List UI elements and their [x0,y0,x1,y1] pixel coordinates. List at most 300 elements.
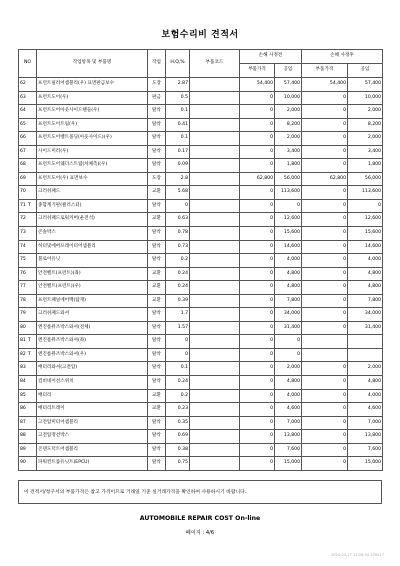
row-no [19,403,37,417]
row-part-code [190,91,240,105]
row-number: 64 [20,108,26,114]
table-row [19,118,383,132]
row-work: 탈착 [148,118,166,132]
row-item: 종합계기판(클러스터) [37,199,148,213]
row-work: 탈착 [148,457,166,471]
row-hq: 2.8 [166,172,190,186]
row-part-code [190,105,240,119]
row-before-labor: 0 [275,199,302,213]
row-before-part-price: 0 [240,430,275,444]
header-after-adjust: 손해 사정후 [302,50,383,64]
row-after-part-price: 0 [302,159,348,173]
header-item: 작업항목 및 부품명 [37,50,148,78]
row-item: 엔진룸퓨즈박스와셔(전체) [37,321,148,335]
table-row [19,348,383,362]
table-row [19,430,383,444]
row-hq: 0.5 [166,91,190,105]
header-after-part-price: 부품가격 [302,64,348,78]
row-no [19,145,37,159]
row-no [19,159,37,173]
row-item: 고전압미터어셈블리 [37,416,148,430]
row-hq: 0.24 [166,376,190,390]
row-part-code [190,362,240,376]
row-before-labor: 7,600 [275,443,302,457]
row-work: 탈착 [148,254,166,268]
table-row [19,443,383,457]
header-row-top [19,50,383,64]
row-number: 62 [20,80,26,86]
row-item: 배터리트레이 [37,403,148,417]
row-number: 69 [20,175,26,181]
row-item: 블로어유닛 [37,254,148,268]
row-number: 66 [20,135,26,141]
row-mark: T [27,338,31,344]
row-part-code [190,430,240,444]
header-work: 작업 [148,50,166,78]
row-work: 도장 [148,78,166,92]
row-before-labor: 2,000 [275,362,302,376]
table-row [19,105,383,119]
row-number: 90 [20,460,26,466]
row-after-labor: 14,600 [348,240,383,254]
row-after-part-price: 0 [302,118,348,132]
row-no [19,457,37,471]
row-item: 콘솔박스 [37,227,148,241]
row-after-part-price: 0 [302,132,348,146]
footer-title: AUTOMOBILE REPAIR COST On-line [139,515,261,522]
row-before-labor: 2,000 [275,132,302,146]
table-row [19,159,383,173]
row-hq: 0.63 [166,213,190,227]
row-no [19,308,37,322]
table-row [19,267,383,281]
table-row [19,335,383,349]
row-before-part-price: 0 [240,91,275,105]
row-part-code [190,457,240,471]
row-no [19,389,37,403]
row-item: 배터리와셔(고전압) [37,362,148,376]
row-before-labor: 14,600 [275,240,302,254]
row-part-code [190,199,240,213]
row-after-labor: 113,600 [348,186,383,200]
row-number: 86 [20,406,26,412]
row-before-part-price: 0 [240,308,275,322]
row-after-part-price: 0 [302,294,348,308]
estimate-table [18,49,383,471]
row-after-labor: 7,800 [348,294,383,308]
row-part-code [190,389,240,403]
row-item: 프런트도어(우) [37,91,148,105]
row-no [19,430,37,444]
row-before-labor: 15,600 [275,227,302,241]
row-work: 탈착 [148,443,166,457]
row-work: 도장 [148,172,166,186]
row-part-code [190,348,240,362]
row-item: 안전벨트(프런트)(좌) [37,267,148,281]
table-row [19,389,383,403]
row-no [19,254,37,268]
row-after-labor: 0 [348,199,383,213]
row-part-code [190,240,240,254]
row-after-labor [348,335,383,349]
row-number: 73 [20,229,26,235]
row-part-code [190,416,240,430]
row-before-part-price: 0 [240,267,275,281]
row-after-labor: 15,000 [348,457,383,471]
row-before-part-price: 0 [240,348,275,362]
row-number: 71 [20,202,26,208]
row-no [19,213,37,227]
row-item: 프런트필러어셈블리(우) 표면판금보수 [37,78,148,92]
row-hq: 0.24 [166,267,190,281]
row-part-code [190,132,240,146]
row-number: 67 [20,148,26,154]
header-before-part-price: 부품가격 [240,64,275,78]
header-after-labor: 공임 [348,64,383,78]
row-hq: 0 [166,348,190,362]
row-hq: 0 [166,335,190,349]
row-before-labor: 3,400 [275,145,302,159]
row-before-labor: 13,800 [275,430,302,444]
row-number: 84 [20,379,26,384]
row-hq: 0.2 [166,389,190,403]
row-before-part-price: 0 [240,335,275,349]
row-after-part-price: 0 [302,227,348,241]
row-after-part-price: 0 [302,457,348,471]
row-work: 탈착 [148,159,166,173]
row-no [19,105,37,119]
row-item: 프런트도어트림(우) [37,118,148,132]
row-number: 74 [20,243,26,249]
row-after-labor: 4,000 [348,254,383,268]
row-before-labor: 4,800 [275,267,302,281]
row-part-code [190,213,240,227]
row-part-code [190,254,240,268]
row-work: 탈착 [148,227,166,241]
table-row [19,78,383,92]
row-item: 히터및에버포레이터어셈블리 [37,240,148,254]
row-before-part-price: 54,400 [240,78,275,92]
header-part-code: 부품코드 [190,50,240,78]
row-after-labor: 31,400 [348,321,383,335]
row-before-part-price: 0 [240,321,275,335]
row-before-labor: 2,000 [275,105,302,119]
row-work: 교환 [148,267,166,281]
row-after-labor: 13,800 [348,430,383,444]
row-after-part-price: 0 [302,389,348,403]
row-before-part-price: 62,800 [240,172,275,186]
row-work: 교환 [148,281,166,295]
row-no [19,348,37,362]
row-number: 77 [20,284,26,290]
row-no [19,281,37,295]
row-after-part-price: 0 [302,321,348,335]
row-work: 탈착 [148,132,166,146]
header-before-adjust: 손해 사정전 [240,50,302,64]
row-number: 85 [20,392,26,398]
disclaimer-note: 이 견적서/청구서의 부품가격은 참고 가격이므로 거래일 기준 실거래가격을 확인하여 사용하시기 바랍니다. [18,480,382,504]
row-after-labor: 10,000 [348,91,383,105]
row-after-labor: 2,000 [348,105,383,119]
row-after-part-price: 0 [302,145,348,159]
row-before-labor: 31,400 [275,321,302,335]
row-item: 파워컨트롤유닛트(EPCU) [37,457,148,471]
row-no [19,118,37,132]
row-hq: 0.17 [166,145,190,159]
table-row [19,281,383,295]
row-after-part-price: 0 [302,267,348,281]
row-before-part-price: 0 [240,199,275,213]
row-work: 탈착 [148,430,166,444]
row-hq: 0.23 [166,403,190,417]
row-work: 탈착 [148,199,166,213]
row-item: 엔진룸퓨즈박스와셔(좌) [37,335,148,349]
table-row [19,308,383,322]
row-no [19,227,37,241]
row-before-labor: 4,800 [275,281,302,295]
row-before-part-price: 0 [240,213,275,227]
table-row [19,145,383,159]
table-row [19,186,383,200]
table-row [19,457,383,471]
row-item: 프런트도어아웃사이드핸들(우) [37,105,148,119]
header-hq: H,Q,% [166,50,190,78]
row-after-labor: 4,600 [348,403,383,417]
row-work: 교환 [148,294,166,308]
row-item: 컴비네이션스위치 [37,376,148,390]
row-number: 82 [20,351,26,357]
row-before-part-price: 0 [240,294,275,308]
row-after-labor [348,348,383,362]
row-before-part-price: 0 [240,105,275,119]
table-row [19,227,383,241]
row-before-labor: 113,600 [275,186,302,200]
row-after-labor: 1,800 [348,159,383,173]
row-after-part-price: 0 [302,254,348,268]
row-part-code [190,376,240,390]
row-item: 크러쉬패드로워커버(운전석) [37,213,148,227]
row-hq: 0.73 [166,240,190,254]
row-hq: 5.68 [166,186,190,200]
table-row [19,294,383,308]
row-after-labor: 57,400 [348,78,383,92]
row-work: 탈착 [148,362,166,376]
row-number: 80 [20,324,26,330]
row-no [19,335,37,349]
row-after-part-price: 0 [302,199,348,213]
row-item: 프런트패널에어백(탑재) [37,294,148,308]
row-hq: 0.75 [166,457,190,471]
row-part-code [190,281,240,295]
row-before-labor: 57,400 [275,78,302,92]
row-work: 탈착 [148,376,166,390]
table-row [19,362,383,376]
row-item: 크러쉬패드 [37,186,148,200]
row-work: 탈착 [148,105,166,119]
row-number: 87 [20,419,26,425]
row-hq: 0.69 [166,430,190,444]
row-no [19,199,37,213]
row-after-labor: 3,400 [348,145,383,159]
row-number: 65 [20,121,26,127]
row-before-part-price: 0 [240,389,275,403]
row-before-labor: 4,000 [275,254,302,268]
row-part-code [190,186,240,200]
row-after-part-price: 0 [302,403,348,417]
row-before-labor: 7,800 [275,294,302,308]
row-after-part-price [302,348,348,362]
row-after-labor: 4,800 [348,376,383,390]
table-row [19,213,383,227]
row-after-part-price: 0 [302,308,348,322]
row-before-part-price: 0 [240,403,275,417]
row-before-labor: 1,800 [275,159,302,173]
row-work: 탈착 [148,321,166,335]
row-work: 탈착 [148,416,166,430]
row-work: 교환 [148,389,166,403]
row-before-labor: 10,000 [275,91,302,105]
row-before-part-price: 0 [240,457,275,471]
row-number: 75 [20,257,26,263]
header-no: NO [19,50,37,78]
row-item: 크러쉬패드와셔 [37,308,148,322]
row-work: 탈착 [148,308,166,322]
row-part-code [190,227,240,241]
row-before-part-price: 0 [240,159,275,173]
row-before-labor: 15,000 [275,457,302,471]
row-part-code [190,308,240,322]
row-part-code [190,78,240,92]
row-before-labor: 4,000 [275,389,302,403]
row-after-labor: 4,000 [348,389,383,403]
row-work: 판금 [148,91,166,105]
row-after-part-price: 0 [302,362,348,376]
row-after-part-price: 0 [302,240,348,254]
row-after-part-price: 62,800 [302,172,348,186]
row-before-part-price: 0 [240,240,275,254]
row-after-part-price: 54,400 [302,78,348,92]
row-item: 프런트도어벨트몰딩(아웃사이드)(우) [37,132,148,146]
page-number: 페이지 : 4/6 [185,530,215,536]
row-work: 교환 [148,186,166,200]
row-before-labor: 4,800 [275,376,302,390]
row-number: 88 [20,433,26,439]
row-after-part-price [302,335,348,349]
row-hq: 0.39 [166,294,190,308]
row-part-code [190,145,240,159]
row-number: 78 [20,297,26,303]
row-no [19,91,37,105]
row-part-code [190,267,240,281]
row-hq: 0 [166,199,190,213]
row-work: 탈착 [148,240,166,254]
row-item: 엔진룸퓨즈박스와셔(우) [37,348,148,362]
row-after-labor: 15,600 [348,227,383,241]
row-hq: 0.2 [166,254,190,268]
row-after-labor: 4,800 [348,281,383,295]
row-before-part-price: 0 [240,376,275,390]
estimate-rows [19,78,383,471]
row-no [19,321,37,335]
row-number: 63 [20,94,26,100]
table-row [19,403,383,417]
row-after-labor: 12,600 [348,213,383,227]
row-hq: 1.57 [166,321,190,335]
row-before-part-price: 0 [240,227,275,241]
row-after-labor: 2,000 [348,132,383,146]
row-before-labor: 7,000 [275,416,302,430]
row-before-labor: 0 [275,348,302,362]
row-hq: 2.87 [166,78,190,92]
row-hq: 0.35 [166,416,190,430]
row-item: 안전벨트(프런트)(우) [37,281,148,295]
row-before-part-price: 0 [240,118,275,132]
row-number: 70 [20,189,26,195]
row-item: 콘덴도덕트어셈블리 [37,443,148,457]
row-number: 72 [20,216,26,222]
row-before-part-price: 0 [240,362,275,376]
table-row [19,254,383,268]
row-number: 81 [20,338,26,344]
row-work: 탈착 [148,348,166,362]
row-hq: 0.24 [166,281,190,295]
row-after-part-price: 0 [302,376,348,390]
table-row [19,240,383,254]
row-no [19,416,37,430]
row-after-part-price: 0 [302,186,348,200]
row-after-labor: 56,000 [348,172,383,186]
row-before-labor: 12,600 [275,213,302,227]
row-item: 사이드미러(우) [37,145,148,159]
row-number: 76 [20,270,26,276]
row-before-part-price: 0 [240,186,275,200]
row-no [19,240,37,254]
row-after-part-price: 0 [302,416,348,430]
row-after-labor: 34,000 [348,308,383,322]
row-hq: 0.41 [166,118,190,132]
row-part-code [190,294,240,308]
row-no [19,376,37,390]
row-mark: T [27,202,31,208]
row-no [19,294,37,308]
row-after-part-price: 0 [302,105,348,119]
row-after-labor: 7,600 [348,443,383,457]
row-after-labor: 4,800 [348,267,383,281]
header-before-labor: 공임 [275,64,302,78]
row-hq: 0.09 [166,159,190,173]
row-item: 프런트도어웨더스트립(차체측)(우) [37,159,148,173]
row-no [19,132,37,146]
row-work: 교환 [148,213,166,227]
row-number: 89 [20,446,26,452]
table-row [19,376,383,390]
row-number: 83 [20,365,26,371]
row-hq: 0.1 [166,132,190,146]
row-before-part-price: 0 [240,443,275,457]
print-timestamp: 2024-03-17 11:26:54 370017 [330,553,384,557]
table-row [19,416,383,430]
row-after-labor: 8,200 [348,118,383,132]
row-hq: 1.7 [166,308,190,322]
row-before-part-price: 0 [240,416,275,430]
table-row [19,91,383,105]
row-no [19,267,37,281]
row-mark: T [27,351,31,357]
row-number: 79 [20,311,26,317]
table-row [19,132,383,146]
row-part-code [190,335,240,349]
row-item: 배터리 [37,389,148,403]
